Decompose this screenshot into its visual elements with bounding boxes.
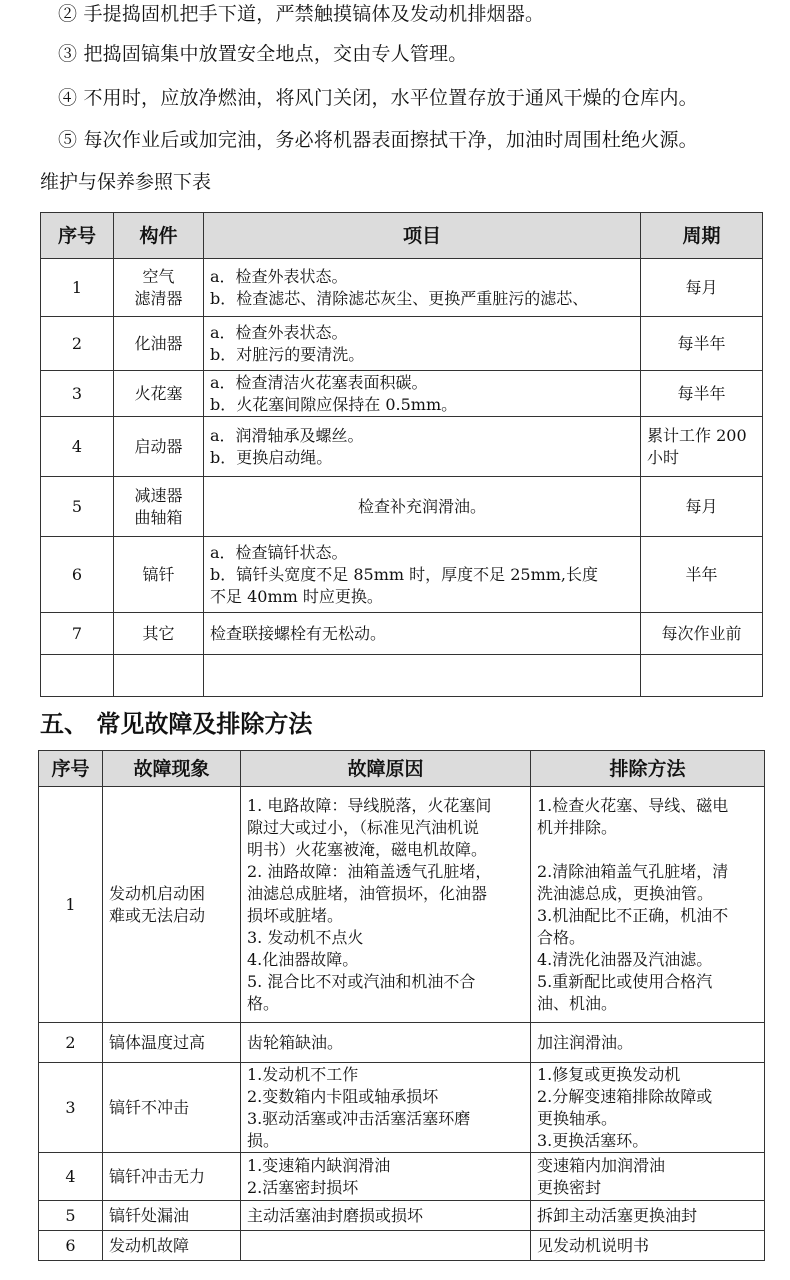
row-fix-line: 2.分解变速箱排除故障或 [537, 1086, 713, 1106]
row-part [114, 613, 204, 655]
row-symptom [103, 1063, 241, 1153]
row-cause-line: 4.化油器故障。 [247, 949, 359, 969]
row-fix-line: 合格。 [537, 927, 586, 947]
row-fix [531, 1023, 765, 1063]
table-header-row [39, 751, 765, 787]
row-items-line: b．检查滤芯、清除滤芯灰尘、更换严重脏污的滤芯、 [210, 288, 589, 308]
table-row [39, 1231, 765, 1261]
row-fix-line [537, 839, 758, 861]
row-no: 3 [39, 1063, 103, 1153]
row-items [204, 537, 641, 613]
row-items [204, 371, 641, 417]
row-part-line: 镐钎 [142, 564, 175, 584]
row-symptom-line: 发动机故障 [109, 1235, 190, 1255]
row-items-line: b．对脏污的要清洗。 [210, 344, 365, 364]
row-cause [241, 1231, 531, 1261]
row-items-line: a．检查镐钎状态。 [210, 542, 348, 562]
row-symptom-line: 镐钎处漏油 [109, 1205, 190, 1225]
row-cause-line: 1.发动机不工作 [247, 1064, 359, 1084]
row-cause-line: 损。 [247, 1130, 280, 1150]
row-symptom-line: 镐体温度过高 [109, 1032, 206, 1052]
row-period: 累计工作 200 小时 [641, 417, 763, 477]
row-fix-line: 加注润滑油。 [537, 1032, 634, 1052]
row-part [114, 317, 204, 371]
row-items [204, 477, 641, 537]
paragraph-3: ③ 把捣固镐集中放置安全地点，交由专人管理。 [58, 43, 468, 65]
row-symptom [103, 1231, 241, 1261]
row-fix [531, 1231, 765, 1261]
row-cause-line: 格。 [247, 993, 280, 1013]
row-period: 每月 [641, 259, 763, 317]
maintenance-table-body [41, 259, 763, 697]
row-part-line: 滤清器 [134, 288, 183, 308]
row-cause [241, 1063, 531, 1153]
row-cause-line: 隙过大或过小，（标准见汽油机说 [247, 817, 480, 837]
paragraph-5: ⑤ 每次作业后或加完油，务必将机器表面擦拭干净，加油时周围杜绝火源。 [58, 129, 698, 151]
row-period [641, 655, 763, 697]
maintenance-note: 维护与保养参照下表 [40, 171, 212, 193]
row-symptom [103, 1201, 241, 1231]
row-fix-line: 3.更换活塞环。 [537, 1130, 649, 1150]
table-row [41, 613, 763, 655]
row-items-line: 不足 40mm 时应更换。 [210, 586, 383, 606]
row-cause-line [247, 1235, 524, 1257]
row-fix-line: 更换轴承。 [537, 1108, 618, 1128]
paragraph-2: ② 手提捣固机把手下道，严禁触摸镐体及发动机排烟器。 [58, 3, 545, 25]
table-header-row [41, 213, 763, 259]
row-cause-line: 5. 混合比不对或汽油和机油不合 [247, 971, 476, 991]
row-no [41, 655, 114, 697]
row-period: 半年 [641, 537, 763, 613]
table-row [41, 477, 763, 537]
row-items [204, 417, 641, 477]
fault-table [38, 750, 765, 1261]
row-no: 4 [41, 417, 114, 477]
table-row [41, 317, 763, 371]
header-cause: 故障原因 [241, 751, 531, 787]
row-fix-line: 4.清洗化油器及汽油滤。 [537, 949, 713, 969]
row-items-line: a．润滑轴承及螺丝。 [210, 425, 364, 445]
row-cause-line: 损坏或脏堵。 [247, 905, 344, 925]
row-symptom-line: 镐钎冲击无力 [109, 1166, 206, 1186]
row-no: 1 [39, 787, 103, 1023]
row-part [114, 259, 204, 317]
header-no: 序号 [41, 213, 114, 259]
row-fix-line: 3.机油配比不正确，机油不 [537, 905, 729, 925]
row-cause-line: 2.变数箱内卡阻或轴承损坏 [247, 1086, 439, 1106]
row-symptom-line: 镐钎不冲击 [109, 1097, 190, 1117]
row-fix-line: 1.检查火花塞、导线、磁电 [537, 795, 729, 815]
row-part-line: 火花塞 [134, 383, 183, 403]
row-fix-line: 5.重新配比或使用合格汽 [537, 971, 713, 991]
row-items-line: a．检查清洁火花塞表面积碳。 [210, 372, 428, 392]
row-no: 7 [41, 613, 114, 655]
row-part-line: 化油器 [134, 333, 183, 353]
row-items-line: b．镐钎头宽度不足 85mm 时，厚度不足 25mm,长度 [210, 564, 598, 584]
row-period: 每次作业前 [641, 613, 763, 655]
table-row [39, 787, 765, 1023]
row-no: 6 [41, 537, 114, 613]
row-part-line [120, 665, 197, 687]
maintenance-table [40, 212, 763, 697]
row-fix-line: 机并排除。 [537, 817, 618, 837]
row-cause [241, 1201, 531, 1231]
header-fix: 排除方法 [531, 751, 765, 787]
header-period: 周期 [641, 213, 763, 259]
row-no: 2 [39, 1023, 103, 1063]
row-cause-line: 2. 油路故障：油箱盖透气孔脏堵， [247, 861, 492, 881]
row-no: 2 [41, 317, 114, 371]
header-symptom: 故障现象 [103, 751, 241, 787]
row-part-line: 减速器 [134, 485, 183, 505]
row-symptom [103, 1153, 241, 1201]
table-row [41, 259, 763, 317]
row-part [114, 371, 204, 417]
row-no: 3 [41, 371, 114, 417]
row-fix-line: 拆卸主动活塞更换油封 [537, 1205, 698, 1225]
table-row [39, 1153, 765, 1201]
row-period: 每半年 [641, 317, 763, 371]
row-items-line: b．火花塞间隙应保持在 0.5mm。 [210, 394, 458, 414]
header-part: 构件 [114, 213, 204, 259]
row-no: 1 [41, 259, 114, 317]
table-row [39, 1023, 765, 1063]
row-symptom [103, 787, 241, 1023]
header-no: 序号 [39, 751, 103, 787]
row-items [204, 613, 641, 655]
row-fix [531, 787, 765, 1023]
table-row [39, 1201, 765, 1231]
row-cause-line: 齿轮箱缺油。 [247, 1032, 344, 1052]
fault-table-body [39, 787, 765, 1261]
row-symptom-line: 难或无法启动 [109, 905, 206, 925]
row-period: 每半年 [641, 371, 763, 417]
row-no: 4 [39, 1153, 103, 1201]
section-title: 五、 常见故障及排除方法 [40, 709, 313, 738]
row-items-line: 检查联接螺栓有无松动。 [210, 623, 387, 643]
table-row [41, 371, 763, 417]
row-part-line: 其它 [142, 623, 175, 643]
row-fix-line: 1.修复或更换发动机 [537, 1064, 681, 1084]
row-part [114, 655, 204, 697]
row-items [204, 259, 641, 317]
row-part-line: 空气 [142, 266, 175, 286]
row-fix-line: 油、机油。 [537, 993, 618, 1013]
row-items-line: 检查补充润滑油。 [357, 496, 486, 516]
table-row [41, 655, 763, 697]
row-no: 5 [39, 1201, 103, 1231]
row-fix-line: 2.清除油箱盖气孔脏堵，清 [537, 861, 729, 881]
row-cause-line: 1. 电路故障：导线脱落，火花塞间 [247, 795, 492, 815]
row-part [114, 477, 204, 537]
row-items-line: a．检查外表状态。 [210, 266, 348, 286]
row-items-line: b．更换启动绳。 [210, 447, 333, 467]
row-no: 5 [41, 477, 114, 537]
row-no: 6 [39, 1231, 103, 1261]
row-cause-line: 明书）火花塞被淹，磁电机故障。 [247, 839, 488, 859]
row-cause [241, 1023, 531, 1063]
row-fix [531, 1201, 765, 1231]
row-items [204, 317, 641, 371]
row-items-line: a．检查外表状态。 [210, 322, 348, 342]
row-fix [531, 1063, 765, 1153]
row-cause-line: 2.活塞密封损坏 [247, 1177, 359, 1197]
row-cause-line: 油滤总成脏堵，油管损坏，化油器 [247, 883, 488, 903]
row-items [204, 655, 641, 697]
row-cause [241, 1153, 531, 1201]
row-cause-line: 1.变速箱内缺润滑油 [247, 1155, 391, 1175]
row-fix-line: 见发动机说明书 [537, 1235, 650, 1255]
row-fix-line: 更换密封 [537, 1177, 602, 1197]
row-part-line: 曲轴箱 [134, 507, 183, 527]
row-part [114, 417, 204, 477]
table-row [39, 1063, 765, 1153]
row-fix [531, 1153, 765, 1201]
row-symptom [103, 1023, 241, 1063]
paragraph-4: ④ 不用时，应放净燃油，将风门关闭，水平位置存放于通风干燥的仓库内。 [58, 87, 698, 109]
header-items: 项目 [204, 213, 641, 259]
row-fix-line: 变速箱内加润滑油 [537, 1155, 666, 1175]
table-row [41, 537, 763, 613]
row-cause-line: 主动活塞油封磨损或损坏 [247, 1205, 424, 1225]
row-symptom-line: 发动机启动困 [109, 883, 206, 903]
row-period: 每月 [641, 477, 763, 537]
table-row [41, 417, 763, 477]
row-cause [241, 787, 531, 1023]
row-cause-line: 3. 发动机不点火 [247, 927, 364, 947]
row-items-line [210, 665, 634, 687]
row-part-line: 启动器 [134, 436, 183, 456]
row-part [114, 537, 204, 613]
row-fix-line: 洗油滤总成，更换油管。 [537, 883, 714, 903]
row-cause-line: 3.驱动活塞或冲击活塞活塞环磨 [247, 1108, 471, 1128]
